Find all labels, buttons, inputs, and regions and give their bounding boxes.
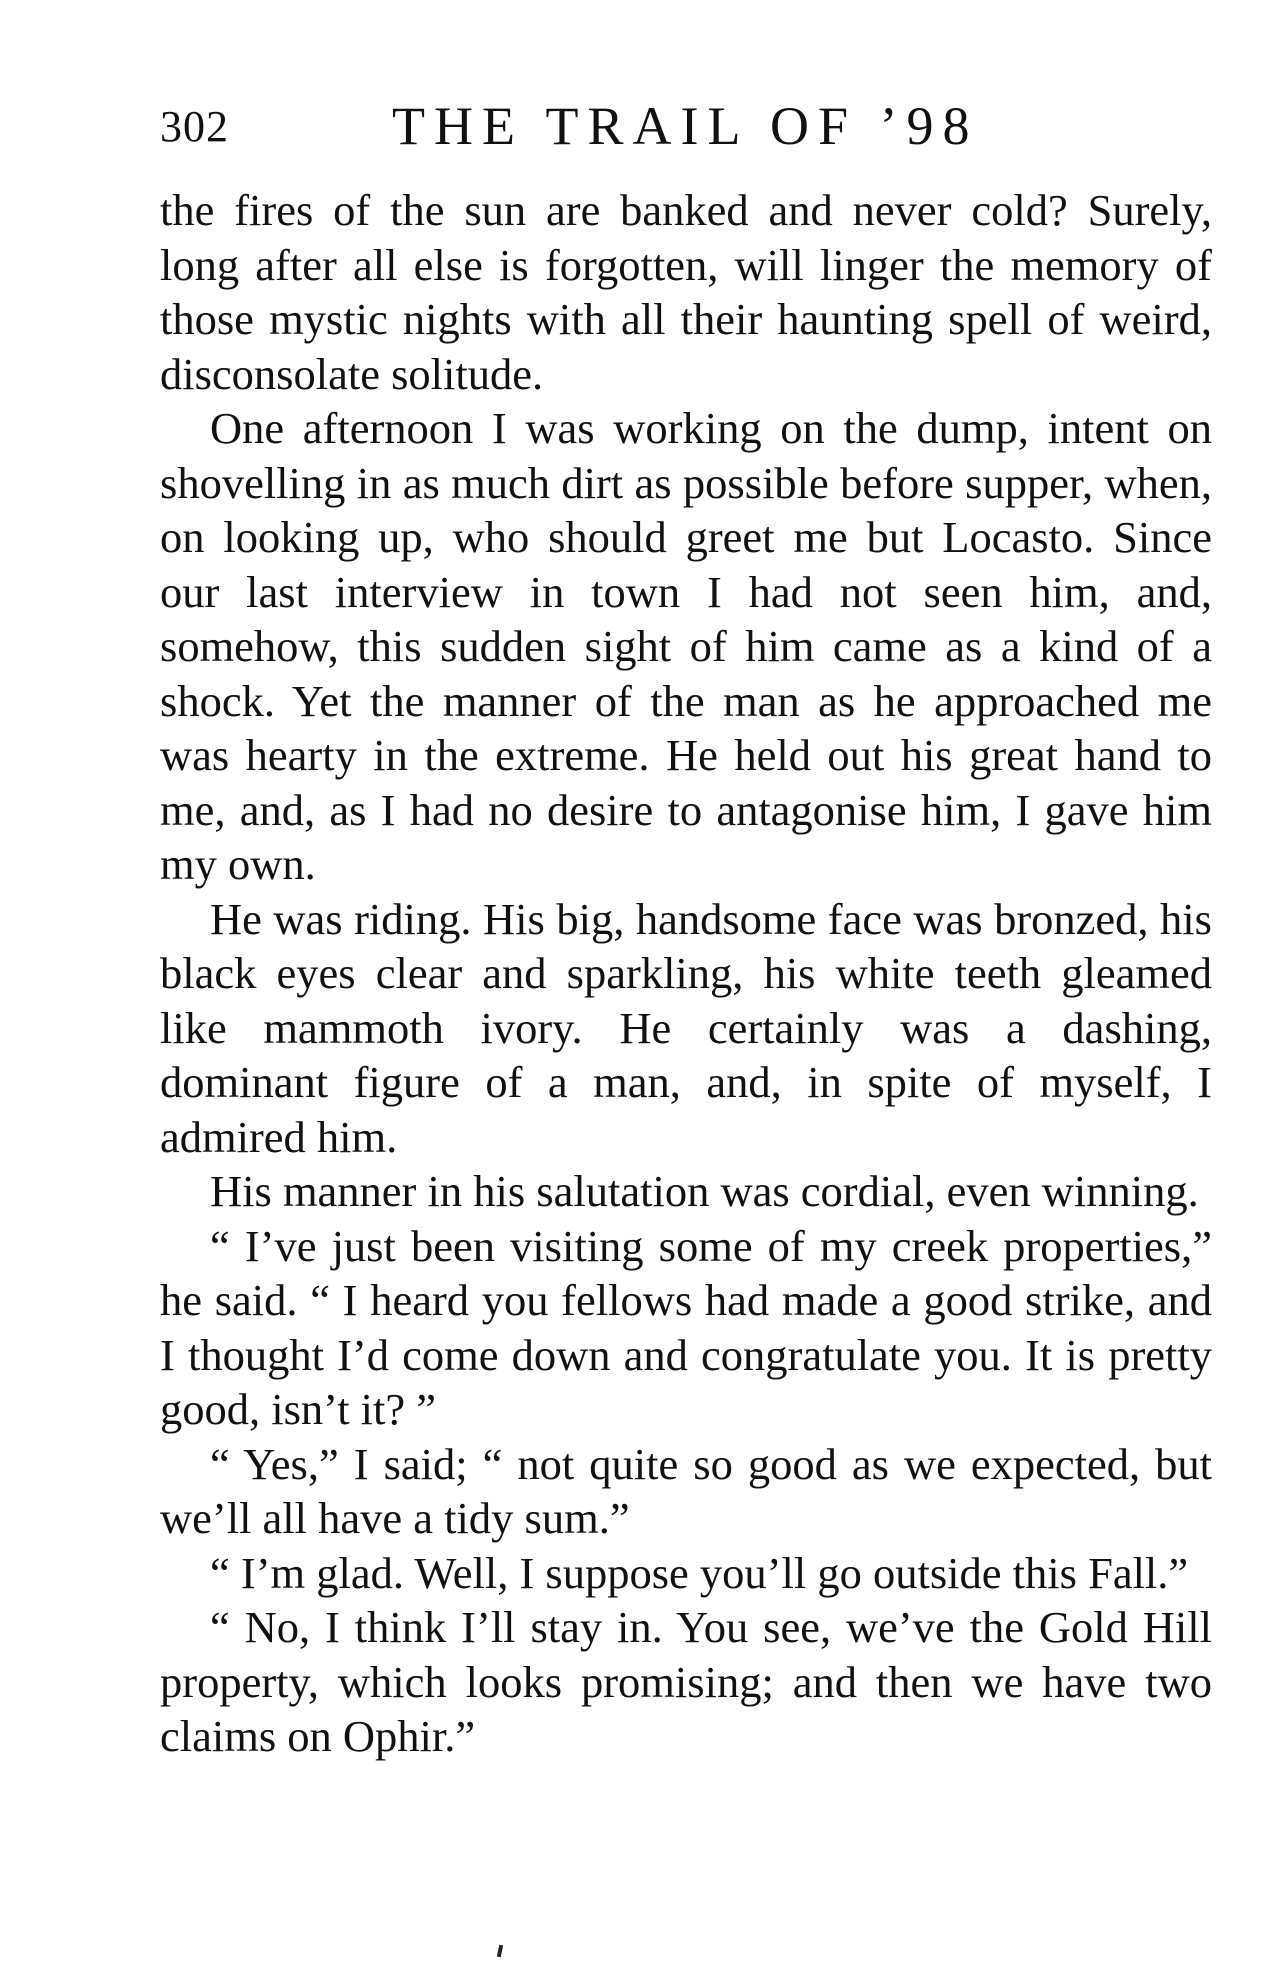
paragraph: “ No, I think I’ll stay in. You see, we’ve the Gold Hill property, which looks promising; and then we have two claims on Ophir.” [160,1602,1212,1761]
ink-speck [497,1945,503,1958]
body-text [160,183,1212,1764]
paragraph: “ I’m glad. Well, I suppose you’ll go outside this Fall.” [210,1547,1189,1598]
paragraph-continued: the fires of the sun are banked and never cold? Surely, long after all else is forgotten, will linger the memory of those mystic nights with all their haunting spell of weird, disconsolate solitude. [160,185,1212,399]
paragraph: He was riding. His big, handsome face was bronzed, his black eyes clear and sparkling, his white teeth gleamed like mammoth ivory. He certainly was a dashing, dominant figure of a man, and, in spite of myself, I admired him. [160,893,1212,1162]
book-title: THE TRAIL OF ’98 [392,96,979,156]
paragraph: One afternoon I was working on the dump, intent on shovelling in as much dirt as possible before supper, when, on looking up, who should greet me but Locasto. Since our last interview in town I had not seen him, and, somehow, this sudden sight of him came as a kind of a shock. Yet the manner of the man as he approached me was hearty in the extreme. He held out his great hand to me, and, as I had no desire to antagonise him, I gave him my own. [160,403,1212,889]
page-number: 302 [160,102,229,151]
paragraph: “ I’ve just been visiting some of my creek properties,” he said. “ I heard you fellows had made a good strike, and I thought I’d come down and congratulate you. It is pretty good, isn’t it? ” [160,1220,1212,1434]
running-head [160,95,1212,165]
paragraph: “ Yes,” I said; “ not quite so good as we expected, but we’ll all have a tidy sum.” [160,1438,1212,1543]
book-page [160,95,1212,1764]
paragraph: His manner in his salutation was cordial, even winning. [210,1166,1199,1216]
